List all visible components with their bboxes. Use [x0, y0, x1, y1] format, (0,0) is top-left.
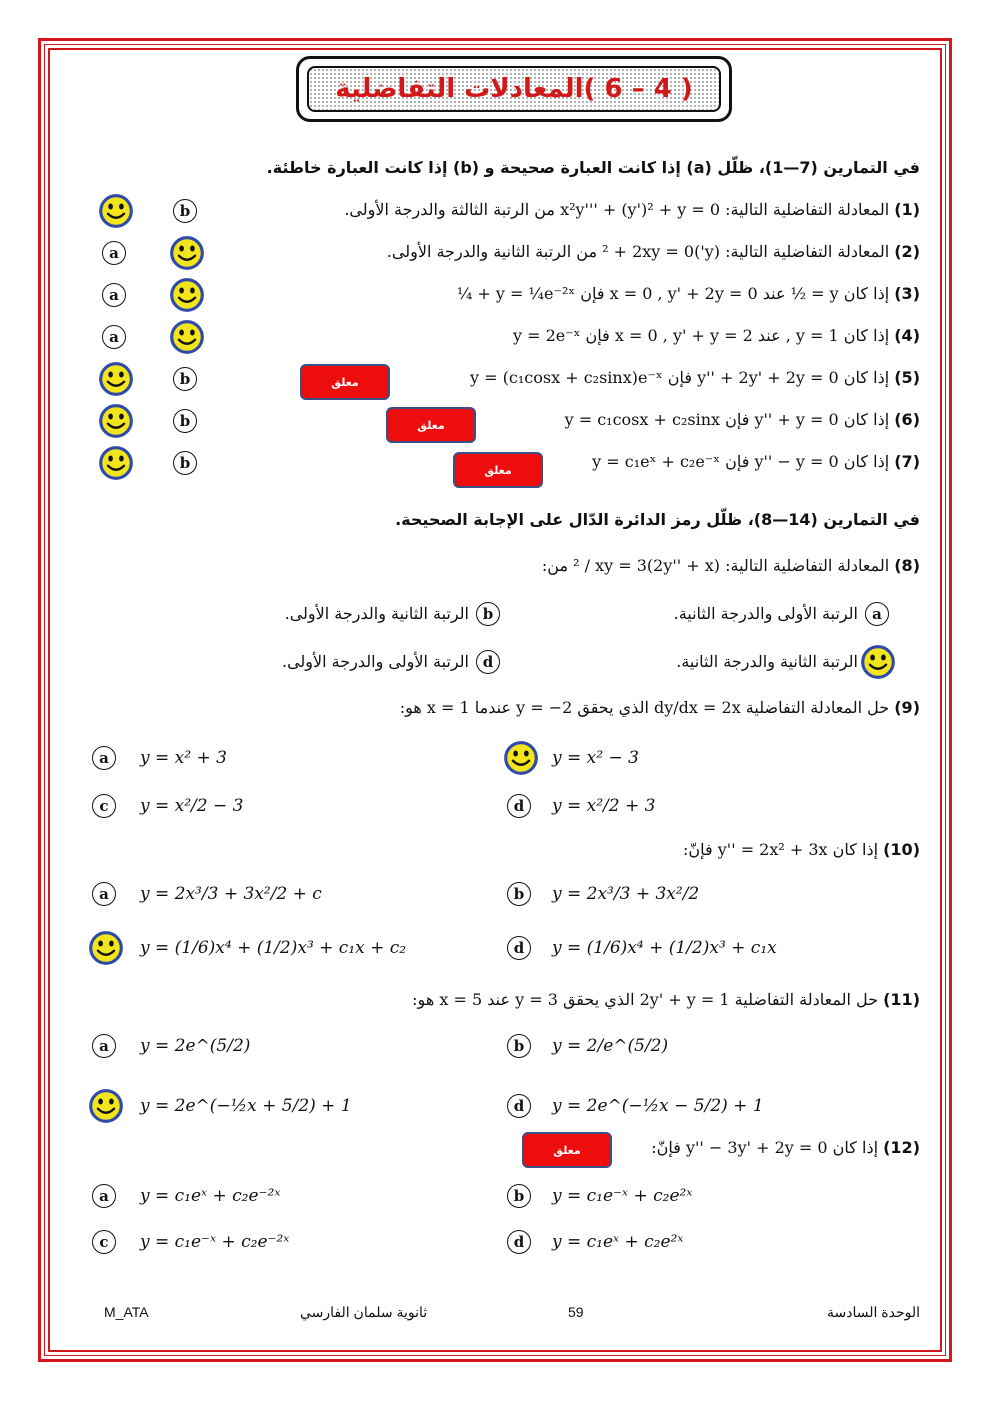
question-5-text: إذا كان y'' + 2y' + 2y = 0 فإن y = (c₁cosx + c₂sinx)e⁻ˣ [470, 368, 890, 387]
footer-page-number: 59 [568, 1304, 584, 1320]
question-11-text: حل المعادلة التفاضلية 2y' + y = 1 الذي يحقق y = 3 عند x = 5 هو: [412, 990, 879, 1009]
question-3-number: (3) [894, 284, 920, 303]
question-10 [683, 840, 920, 859]
choice-11-a[interactable]: a [92, 1034, 116, 1058]
question-6-text: إذا كان y'' + y = 0 فإن y = c₁cosx + c₂sinx [564, 410, 890, 429]
smiley-answer-8-c[interactable] [860, 644, 896, 680]
smiley-answer-10-c[interactable] [88, 930, 124, 966]
choice-12-b[interactable]: b [507, 1184, 531, 1208]
question-1-number: (1) [894, 200, 920, 219]
question-12-number: (12) [883, 1138, 920, 1157]
question-6-number: (6) [894, 410, 920, 429]
pending-badge-5[interactable]: معلق [300, 364, 390, 400]
question-7-number: (7) [894, 452, 920, 471]
option-8-b: الرتبة الثانية والدرجة الأولى. [284, 604, 469, 623]
choice-3-a[interactable]: a [102, 283, 126, 307]
option-11-d: y = 2e^(−½x − 5/2) + 1 [552, 1096, 764, 1116]
question-4-number: (4) [894, 326, 920, 345]
choice-10-d[interactable]: d [507, 936, 531, 960]
option-12-b: y = c₁e⁻ˣ + c₂e²ˣ [552, 1186, 693, 1206]
choice-11-b[interactable]: b [507, 1034, 531, 1058]
pending-badge-6[interactable]: معلق [386, 407, 476, 443]
footer-author: M_ATA [104, 1304, 149, 1320]
question-3 [457, 284, 920, 303]
pending-badge-12[interactable]: معلق [522, 1132, 612, 1168]
question-12 [651, 1138, 920, 1157]
option-10-a: y = 2x³/3 + 3x²/2 + c [140, 884, 322, 904]
option-12-c: y = c₁e⁻ˣ + c₂e⁻²ˣ [140, 1232, 290, 1252]
choice-6-b[interactable]: b [173, 409, 197, 433]
choice-10-b[interactable]: b [507, 882, 531, 906]
smiley-answer-11-c[interactable] [88, 1088, 124, 1124]
smiley-answer-2-b[interactable] [169, 235, 205, 271]
section2-heading: في التمارين (14—8)، ظلّل رمز الدائرة الدّال على الإجابة الصحيحة. [395, 510, 920, 529]
choice-8-d[interactable]: d [476, 650, 500, 674]
choice-5-b[interactable]: b [173, 367, 197, 391]
option-9-d: y = x²/2 + 3 [552, 796, 656, 816]
choice-4-a[interactable]: a [102, 325, 126, 349]
question-8-number: (8) [894, 556, 920, 575]
footer-unit: الوحدة السادسة [827, 1304, 920, 1320]
choice-12-d[interactable]: d [507, 1230, 531, 1254]
pending-badge-7[interactable]: معلق [453, 452, 543, 488]
option-8-a: الرتبة الأولى والدرجة الثانية. [673, 604, 858, 623]
question-5-number: (5) [894, 368, 920, 387]
smiley-answer-9-b[interactable] [503, 740, 539, 776]
smiley-answer-3-b[interactable] [169, 277, 205, 313]
option-10-b: y = 2x³/3 + 3x²/2 [552, 884, 700, 904]
question-9-text: حل المعادلة التفاضلية dy/dx = 2x الذي يحقق y = −2 عندما x = 1 هو: [399, 698, 890, 717]
question-11 [412, 990, 920, 1009]
question-2-number: (2) [894, 242, 920, 261]
question-10-number: (10) [883, 840, 920, 859]
choice-12-c[interactable]: c [92, 1230, 116, 1254]
choice-7-b[interactable]: b [173, 451, 197, 475]
smiley-answer-7-a[interactable] [98, 445, 134, 481]
choice-8-b[interactable]: b [476, 602, 500, 626]
question-3-text: إذا كان y = ½ عند x = 0 , y' + 2y = 0 فإن y = ¼e⁻²ˣ + ¼ [456, 284, 890, 303]
choice-1-b[interactable]: b [173, 199, 197, 223]
option-11-b: y = 2/e^(5/2) [552, 1036, 669, 1056]
option-12-a: y = c₁eˣ + c₂e⁻²ˣ [140, 1186, 281, 1206]
choice-9-a[interactable]: a [92, 746, 116, 770]
section1-heading: في التمارين (7—1)، ظلّل (a) إذا كانت العبارة صحيحة و (b) إذا كانت العبارة خاطئة. [266, 158, 920, 177]
question-2-text: المعادلة التفاضلية التالية: (y')² + 2xy = 0 من الرتبة الثانية والدرجة الأولى. [386, 242, 890, 261]
option-11-c: y = 2e^(−½x + 5/2) + 1 [140, 1096, 352, 1116]
option-9-c: y = x²/2 − 3 [140, 796, 244, 816]
question-9 [400, 698, 920, 717]
choice-8-a[interactable]: a [865, 602, 889, 626]
choice-9-d[interactable]: d [507, 794, 531, 818]
option-9-a: y = x² + 3 [140, 748, 227, 768]
question-6 [565, 410, 920, 429]
option-12-d: y = c₁eˣ + c₂e²ˣ [552, 1232, 684, 1252]
question-9-number: (9) [894, 698, 920, 717]
question-11-number: (11) [883, 990, 920, 1009]
question-7 [592, 452, 920, 471]
option-8-d: الرتبة الأولى والدرجة الأولى. [281, 652, 469, 671]
option-11-a: y = 2e^(5/2) [140, 1036, 251, 1056]
question-1-text: المعادلة التفاضلية التالية: x²y''' + (y')² + y = 0 من الرتبة الثالثة والدرجة الأولى. [344, 200, 890, 219]
option-9-b: y = x² − 3 [552, 748, 639, 768]
choice-2-a[interactable]: a [102, 241, 126, 265]
choice-10-a[interactable]: a [92, 882, 116, 906]
page-title: ( 4 – 6 )المعادلات التفاضلية [335, 74, 693, 104]
question-4-text: إذا كان y = 1 , عند x = 0 , y' + y = 2 فإن y = 2e⁻ˣ [512, 326, 890, 345]
title-box [296, 56, 732, 122]
question-8-text: المعادلة التفاضلية التالية: (2y'' + x)² / xy = 3 من: [541, 556, 890, 575]
option-10-d: y = (1/6)x⁴ + (1/2)x³ + c₁x [552, 938, 777, 958]
choice-9-c[interactable]: c [92, 794, 116, 818]
smiley-answer-4-b[interactable] [169, 319, 205, 355]
question-4 [513, 326, 920, 345]
question-12-text: إذا كان y'' − 3y' + 2y = 0 فإنّ: [651, 1138, 879, 1157]
question-8 [542, 556, 920, 575]
smiley-answer-6-a[interactable] [98, 403, 134, 439]
question-2 [387, 242, 920, 261]
question-10-text: إذا كان y'' = 2x² + 3x فإنّ: [683, 840, 879, 859]
choice-11-d[interactable]: d [507, 1094, 531, 1118]
question-1 [344, 200, 920, 219]
choice-12-a[interactable]: a [92, 1184, 116, 1208]
option-10-c: y = (1/6)x⁴ + (1/2)x³ + c₁x + c₂ [140, 938, 407, 958]
footer-school: ثانوية سلمان الفارسي [300, 1304, 428, 1320]
question-7-text: إذا كان y'' − y = 0 فإن y = c₁eˣ + c₂e⁻ˣ [592, 452, 890, 471]
option-8-c: الرتبة الثانية والدرجة الثانية. [676, 652, 858, 671]
question-5 [470, 368, 920, 387]
smiley-answer-5-a[interactable] [98, 361, 134, 397]
smiley-answer-1-a[interactable] [98, 193, 134, 229]
